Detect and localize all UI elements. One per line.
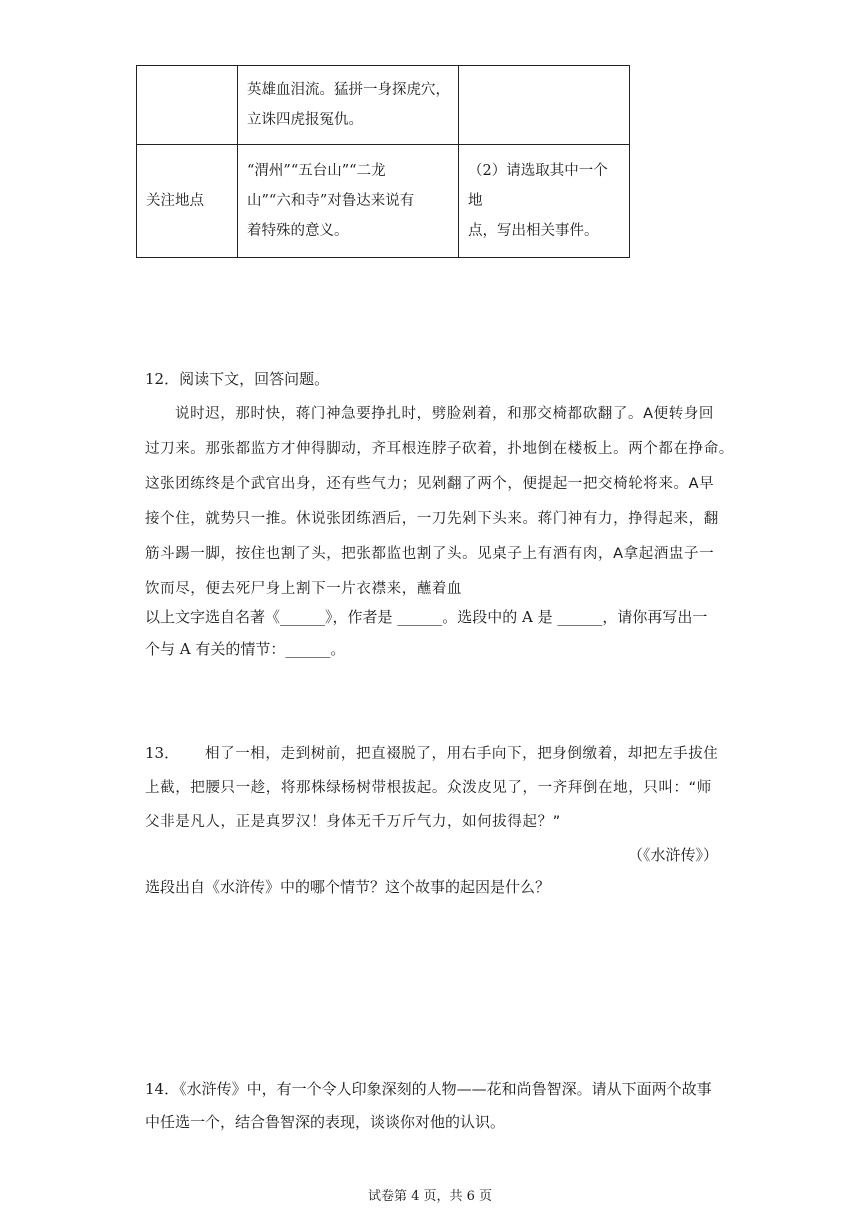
prompt-line: 个与 A 有关的情节：______。 <box>145 640 346 658</box>
question-14-line: 14．《水浒传》中，有一个令人印象深刻的人物——花和尚鲁智深。请从下面两个故事 <box>145 1080 712 1098</box>
passage-line: 接个住，就势只一推。休说张团练酒后，一刀先剁下头来。蒋门神有力，挣得起来，翻 <box>145 511 719 527</box>
question-13-number: 13． <box>145 744 180 762</box>
table-cell-answer <box>459 145 630 258</box>
question-13-prompt: 选段出自《水浒传》中的哪个情节？这个故事的起因是什么？ <box>145 878 551 896</box>
cell-line: 点，写出相关事件。 <box>468 223 599 239</box>
passage-line: 饮而尽，便去死尸身上割下一片衣襟来，蘸着血 <box>145 581 463 597</box>
passage-line: 筋斗踢一脚，按住也割了头，把张都监也割了头。见桌子上有酒有肉，A拿起酒盅子一 <box>145 546 715 562</box>
table-cell-label <box>137 66 238 145</box>
cell-line: 立诛四虎报冤仇。 <box>247 112 363 128</box>
table-cell-content <box>238 66 459 145</box>
question-13-source: （《水浒传》） <box>627 846 718 864</box>
passage-line: 上截，把腰只一趁，将那株绿杨树带根拔起。众泼皮见了，一齐拜倒在地，只叫：“师 <box>145 780 712 796</box>
cell-line: （2）请选取其中一个地 <box>468 163 608 209</box>
cell-line: “渭州”“五台山”“二龙 <box>247 163 386 179</box>
table-cell-label: 关注地点 <box>137 145 238 258</box>
passage-line: 这张团练终是个武官出身，还有些气力；见剁翻了两个，便提起一把交椅轮将来。A早 <box>145 476 715 492</box>
passage-line: 说时迟，那时快，蒋门神急要挣扎时，劈脸剁着，和那交椅都砍翻了。A便转身回 <box>175 406 715 422</box>
passage-line: 父非是凡人，正是真罗汉！身体无千万斤气力，如何拔得起？” <box>145 814 561 830</box>
question-12-stem: 12．阅读下文，回答问题。 <box>145 370 330 388</box>
page-footer: 试卷第 4 页，共 6 页 <box>367 1189 493 1204</box>
table-row <box>137 145 630 258</box>
prompt-line: 以上文字选自名著《______》，作者是 ______。选段中的 A 是 ______，请你再写出一 <box>145 608 708 626</box>
passage-line: 过刀来。那张都监方才伸得脚动，齐耳根连脖子砍着，扑地倒在楼板上。两个都在挣命。 <box>145 441 734 457</box>
cell-line: 着特殊的意义。 <box>247 223 349 239</box>
table-cell-content <box>238 145 459 258</box>
question-14-line: 中任选一个，结合鲁智深的表现，谈谈你对他的认识。 <box>145 1113 506 1131</box>
cell-line: 山”“六和寺”对鲁达来说有 <box>247 193 415 209</box>
question-11-table <box>136 65 630 258</box>
passage-line: 相了一相，走到树前，把直裰脱了，用右手向下，把身倒缴着，却把左手拔住 <box>205 746 719 762</box>
table-row <box>137 66 630 145</box>
table-cell-answer <box>459 66 630 145</box>
cell-line: 英雄血泪流。猛拼一身探虎穴， <box>247 82 450 98</box>
